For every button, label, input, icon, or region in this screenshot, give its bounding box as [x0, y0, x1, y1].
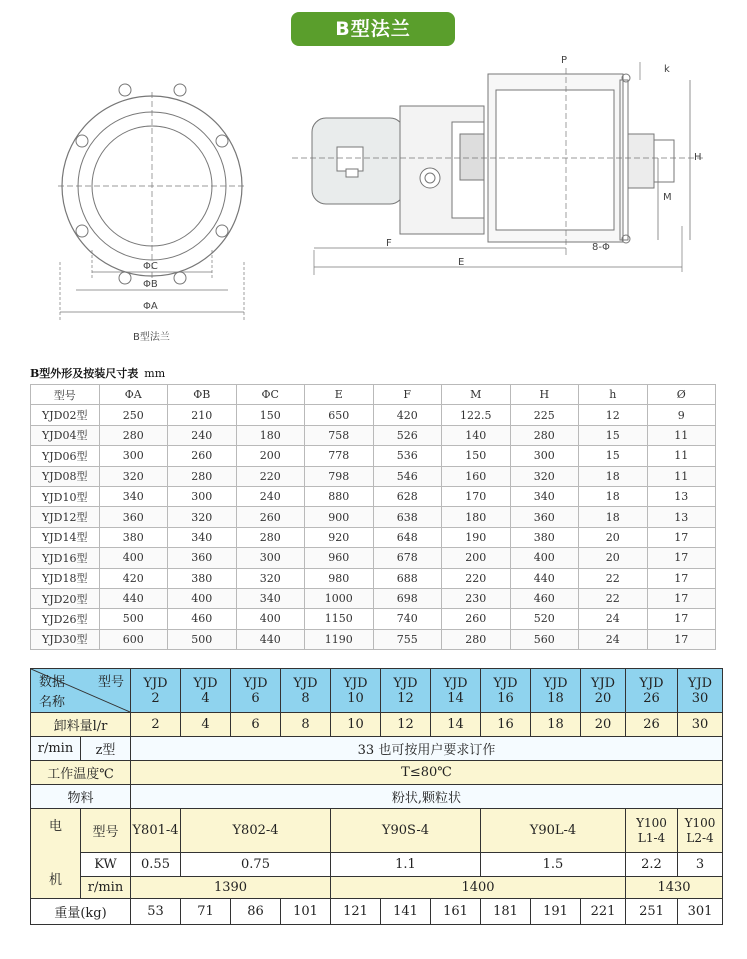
- table1-cell: YJD06型: [31, 446, 100, 466]
- table1-row: [31, 466, 716, 486]
- table1-cell: 180: [236, 425, 305, 445]
- model-number: 4: [201, 690, 210, 706]
- table1-cell: 360: [168, 548, 237, 568]
- table1-cell: 150: [236, 405, 305, 425]
- model-cell: [581, 669, 626, 713]
- weight-row: [31, 899, 723, 925]
- table1-header: M: [442, 385, 511, 405]
- discharge-cell: 4: [181, 713, 231, 737]
- table1-cell: 18: [579, 466, 648, 486]
- table1-cell: 980: [305, 568, 374, 588]
- side-view: [292, 62, 705, 275]
- discharge-cell: 20: [581, 713, 626, 737]
- label-p: P: [561, 55, 568, 66]
- kw-cell: 2.2: [626, 853, 678, 877]
- table1-cell: 560: [510, 629, 579, 649]
- model-prefix: YJD: [639, 675, 664, 691]
- motor-label-bottom: 机: [48, 872, 62, 888]
- discharge-cell: 10: [331, 713, 381, 737]
- weight-cell: 221: [581, 899, 626, 925]
- weight-cell: 121: [331, 899, 381, 925]
- table1-header: E: [305, 385, 374, 405]
- table1-cell: 12: [579, 405, 648, 425]
- rpm-row: [31, 877, 723, 899]
- table1-header: h: [579, 385, 648, 405]
- table1-cell: 340: [168, 527, 237, 547]
- table1-cell: 200: [236, 446, 305, 466]
- model-number: 26: [643, 690, 660, 706]
- motor-model-cell: Y801-4: [131, 809, 181, 853]
- table1-cell: 960: [305, 548, 374, 568]
- table1-cell: 440: [99, 588, 168, 608]
- table1-cell: 460: [510, 588, 579, 608]
- table1-cell: 280: [99, 425, 168, 445]
- table1-cell: YJD16型: [31, 548, 100, 568]
- table1-caption-text: B型外形及按装尺寸表: [30, 367, 139, 380]
- table1-cell: YJD14型: [31, 527, 100, 547]
- model-cell: [381, 669, 431, 713]
- table1-cell: 220: [236, 466, 305, 486]
- table1-cell: YJD02型: [31, 405, 100, 425]
- table1-cell: 400: [168, 588, 237, 608]
- table1-cell: 190: [442, 527, 511, 547]
- table1-header: H: [510, 385, 579, 405]
- table1-header: ΦC: [236, 385, 305, 405]
- model-prefix: YJD: [193, 675, 218, 691]
- table1-header-row: [31, 385, 716, 405]
- table1-cell: 546: [373, 466, 442, 486]
- table1-cell: 20: [579, 548, 648, 568]
- model-cell: [281, 669, 331, 713]
- weight-cell: 53: [131, 899, 181, 925]
- table1-cell: YJD10型: [31, 486, 100, 506]
- table1-cell: 500: [99, 609, 168, 629]
- table1-cell: 15: [579, 446, 648, 466]
- table1-cell: YJD04型: [31, 425, 100, 445]
- kw-row: [31, 853, 723, 877]
- table1-cell: YJD20型: [31, 588, 100, 608]
- table1-cell: 1000: [305, 588, 374, 608]
- model-number: 18: [547, 690, 564, 706]
- label-f: F: [386, 238, 392, 249]
- table1-cell: 380: [168, 568, 237, 588]
- kw-cell: 3: [678, 853, 723, 877]
- rpm-cell: 1400: [331, 877, 626, 899]
- page-title: B型法兰: [291, 12, 455, 46]
- table1-cell: 320: [168, 507, 237, 527]
- speed-label: r/min: [31, 737, 81, 761]
- temp-value: T≤80℃: [131, 761, 723, 785]
- table1-row: [31, 405, 716, 425]
- table1-cell: 140: [442, 425, 511, 445]
- table1-cell: 340: [99, 486, 168, 506]
- model-number: 16: [497, 690, 514, 706]
- table1-cell: 400: [99, 548, 168, 568]
- kw-cell: 0.75: [181, 853, 331, 877]
- label-k: k: [664, 64, 670, 75]
- table1-cell: 225: [510, 405, 579, 425]
- table1-cell: YJD08型: [31, 466, 100, 486]
- table1-cell: 18: [579, 507, 648, 527]
- model-number: 10: [347, 690, 364, 706]
- table1-cell: 300: [236, 548, 305, 568]
- discharge-cell: 12: [381, 713, 431, 737]
- table1-cell: 320: [510, 466, 579, 486]
- table1-cell: 920: [305, 527, 374, 547]
- weight-cell: 191: [531, 899, 581, 925]
- table1-cell: YJD12型: [31, 507, 100, 527]
- table1-cell: 360: [99, 507, 168, 527]
- motor-model-cell: Y802-4: [181, 809, 331, 853]
- table1-cell: 340: [510, 486, 579, 506]
- table1-row: [31, 425, 716, 445]
- label-m: M: [663, 192, 672, 203]
- table1-body: [31, 405, 716, 650]
- table1-cell: 778: [305, 446, 374, 466]
- table1-cell: 600: [99, 629, 168, 649]
- motor-group-label: [31, 809, 81, 899]
- table1-cell: 400: [236, 609, 305, 629]
- discharge-cell: 2: [131, 713, 181, 737]
- table1-cell: 678: [373, 548, 442, 568]
- table1-cell: 740: [373, 609, 442, 629]
- table1-cell: 698: [373, 588, 442, 608]
- table1-cell: 648: [373, 527, 442, 547]
- table1-cell: 13: [647, 486, 716, 506]
- discharge-cell: 26: [626, 713, 678, 737]
- table1-cell: 17: [647, 588, 716, 608]
- table1-cell: 280: [236, 527, 305, 547]
- table1-row: [31, 629, 716, 649]
- table1-header: ΦB: [168, 385, 237, 405]
- discharge-cell: 30: [678, 713, 723, 737]
- material-value: 粉状,颗粒状: [131, 785, 723, 809]
- table1-cell: 280: [510, 425, 579, 445]
- model-prefix: YJD: [493, 675, 518, 691]
- table1-cell: 380: [510, 527, 579, 547]
- model-prefix: YJD: [590, 675, 616, 691]
- table1-row: [31, 609, 716, 629]
- model-cell: [678, 669, 723, 713]
- table1-cell: 11: [647, 466, 716, 486]
- table1-cell: 340: [236, 588, 305, 608]
- rpm-label: r/min: [81, 877, 131, 899]
- kw-label: KW: [81, 853, 131, 877]
- rpm-cell: 1430: [626, 877, 723, 899]
- table1-cell: 17: [647, 568, 716, 588]
- model-prefix: YJD: [343, 675, 368, 691]
- model-prefix: YJD: [543, 675, 568, 691]
- table1-cell: 122.5: [442, 405, 511, 425]
- table1-cell: YJD26型: [31, 609, 100, 629]
- table1-cell: 150: [442, 446, 511, 466]
- label-phi-a: ΦA: [143, 301, 158, 312]
- table1-cell: 240: [236, 486, 305, 506]
- flange-caption: B型法兰: [133, 332, 170, 343]
- table1-cell: 9: [647, 405, 716, 425]
- table1-cell: 11: [647, 425, 716, 445]
- table1-cell: 380: [99, 527, 168, 547]
- discharge-cell: 14: [431, 713, 481, 737]
- table1-header: F: [373, 385, 442, 405]
- table1-cell: 320: [236, 568, 305, 588]
- model-cell: [431, 669, 481, 713]
- temp-row: [31, 761, 723, 785]
- model-cell: [231, 669, 281, 713]
- table1-unit: mm: [144, 367, 166, 380]
- table1-cell: 17: [647, 609, 716, 629]
- model-cell: [181, 669, 231, 713]
- model-number: 12: [397, 690, 414, 706]
- weight-cell: 86: [231, 899, 281, 925]
- table1-row: [31, 507, 716, 527]
- table1-header: 型号: [31, 385, 100, 405]
- table1-cell: 160: [442, 466, 511, 486]
- table1-cell: 11: [647, 446, 716, 466]
- corner-name-label: 名称: [39, 695, 66, 710]
- label-holes: 8-Φ: [592, 242, 610, 253]
- rpm-cell: 1390: [131, 877, 331, 899]
- table1-cell: 650: [305, 405, 374, 425]
- table1-cell: 24: [579, 609, 648, 629]
- table1-caption: [30, 365, 165, 381]
- table1-cell: 500: [168, 629, 237, 649]
- label-phi-b: ΦB: [143, 279, 158, 290]
- table1-cell: 15: [579, 425, 648, 445]
- discharge-cell: 18: [531, 713, 581, 737]
- weight-cell: 161: [431, 899, 481, 925]
- table1-cell: 200: [442, 548, 511, 568]
- model-number: 6: [251, 690, 260, 706]
- table1-cell: 240: [168, 425, 237, 445]
- speed-type: z型: [81, 737, 131, 761]
- table1-cell: 880: [305, 486, 374, 506]
- motor-model-cell: Y100 L2-4: [678, 809, 723, 853]
- material-row: [31, 785, 723, 809]
- table1-cell: 628: [373, 486, 442, 506]
- motor-model-cell: Y90S-4: [331, 809, 481, 853]
- table1-cell: 1190: [305, 629, 374, 649]
- motor-model-cell: Y100 L1-4: [626, 809, 678, 853]
- table1-cell: 22: [579, 568, 648, 588]
- table1-cell: 230: [442, 588, 511, 608]
- temp-label: 工作温度℃: [31, 761, 131, 785]
- table1-cell: 536: [373, 446, 442, 466]
- model-cell: [481, 669, 531, 713]
- table1-cell: 210: [168, 405, 237, 425]
- motor-model-label: 型号: [81, 809, 131, 853]
- table1-cell: 300: [510, 446, 579, 466]
- drawing-svg: [0, 50, 747, 350]
- model-cell: [131, 669, 181, 713]
- model-number: 14: [447, 690, 464, 706]
- label-e: E: [458, 257, 465, 268]
- table1-cell: 460: [168, 609, 237, 629]
- table1-row: [31, 486, 716, 506]
- dimension-table: [30, 384, 716, 650]
- kw-cell: 1.1: [331, 853, 481, 877]
- kw-cell: 1.5: [481, 853, 626, 877]
- model-prefix: YJD: [293, 675, 318, 691]
- table1-cell: 440: [236, 629, 305, 649]
- model-number: 30: [691, 690, 709, 706]
- model-prefix: YJD: [443, 675, 468, 691]
- table1-cell: 520: [510, 609, 579, 629]
- table1-cell: 900: [305, 507, 374, 527]
- discharge-cell: 6: [231, 713, 281, 737]
- table1-cell: 420: [373, 405, 442, 425]
- speed-row: [31, 737, 723, 761]
- table1-cell: 22: [579, 588, 648, 608]
- table1-header: ΦA: [99, 385, 168, 405]
- model-number: 8: [301, 690, 310, 706]
- kw-cell: 0.55: [131, 853, 181, 877]
- table1-cell: 18: [579, 486, 648, 506]
- material-label: 物料: [31, 785, 131, 809]
- table1-cell: 526: [373, 425, 442, 445]
- model-cell: [331, 669, 381, 713]
- table1-cell: 300: [99, 446, 168, 466]
- table1-cell: 170: [442, 486, 511, 506]
- weight-cell: 101: [281, 899, 331, 925]
- table1-cell: 755: [373, 629, 442, 649]
- table1-cell: 24: [579, 629, 648, 649]
- table1-cell: 20: [579, 527, 648, 547]
- table1-cell: 17: [647, 548, 716, 568]
- table1-cell: 260: [168, 446, 237, 466]
- table1-cell: YJD18型: [31, 568, 100, 588]
- model-cell: [626, 669, 678, 713]
- discharge-row: [31, 713, 723, 737]
- table1-cell: 420: [99, 568, 168, 588]
- weight-cell: 141: [381, 899, 431, 925]
- table1-cell: 220: [442, 568, 511, 588]
- motor-label-top: 电: [48, 818, 62, 834]
- table1-cell: 758: [305, 425, 374, 445]
- performance-table: [30, 668, 723, 925]
- technical-drawing: [0, 50, 747, 350]
- model-prefix: YJD: [243, 675, 268, 691]
- corner-model-label: 型号: [97, 675, 124, 690]
- corner-header: [31, 669, 131, 713]
- model-prefix: YJD: [687, 675, 713, 691]
- table1-cell: 13: [647, 507, 716, 527]
- table1-row: [31, 568, 716, 588]
- motor-model-cell: Y90L-4: [481, 809, 626, 853]
- model-prefix: YJD: [393, 675, 418, 691]
- table1-cell: 688: [373, 568, 442, 588]
- table1-row: [31, 527, 716, 547]
- table1-row: [31, 446, 716, 466]
- table1-cell: 260: [236, 507, 305, 527]
- table1-cell: 17: [647, 629, 716, 649]
- model-prefix: YJD: [143, 675, 168, 691]
- table1-cell: 280: [168, 466, 237, 486]
- table1-cell: 798: [305, 466, 374, 486]
- weight-label: 重量(kg): [31, 899, 131, 925]
- table1-cell: 638: [373, 507, 442, 527]
- speed-value: 33 也可按用户要求订作: [131, 737, 723, 761]
- table1-cell: YJD30型: [31, 629, 100, 649]
- table1-header: Ø: [647, 385, 716, 405]
- table1-row: [31, 588, 716, 608]
- weight-cell: 71: [181, 899, 231, 925]
- weight-cell: 251: [626, 899, 678, 925]
- table1-cell: 17: [647, 527, 716, 547]
- motor-model-row: [31, 809, 723, 853]
- table1-cell: 250: [99, 405, 168, 425]
- model-number: 2: [151, 690, 160, 706]
- weight-cell: 301: [678, 899, 723, 925]
- model-row: [31, 669, 723, 713]
- model-number: 20: [594, 690, 612, 706]
- table1-cell: 1150: [305, 609, 374, 629]
- table1-row: [31, 548, 716, 568]
- corner-data-label: 数据: [39, 675, 66, 690]
- table1-cell: 400: [510, 548, 579, 568]
- table1-cell: 260: [442, 609, 511, 629]
- discharge-cell: 16: [481, 713, 531, 737]
- label-phi-c: ΦC: [143, 261, 158, 272]
- table1-cell: 360: [510, 507, 579, 527]
- table1-cell: 280: [442, 629, 511, 649]
- discharge-cell: 8: [281, 713, 331, 737]
- discharge-label: 卸料量l/r: [31, 713, 131, 737]
- model-cell: [531, 669, 581, 713]
- table1-cell: 440: [510, 568, 579, 588]
- table1-cell: 300: [168, 486, 237, 506]
- table1-cell: 320: [99, 466, 168, 486]
- weight-cell: 181: [481, 899, 531, 925]
- table1-cell: 180: [442, 507, 511, 527]
- label-h: H: [694, 152, 702, 163]
